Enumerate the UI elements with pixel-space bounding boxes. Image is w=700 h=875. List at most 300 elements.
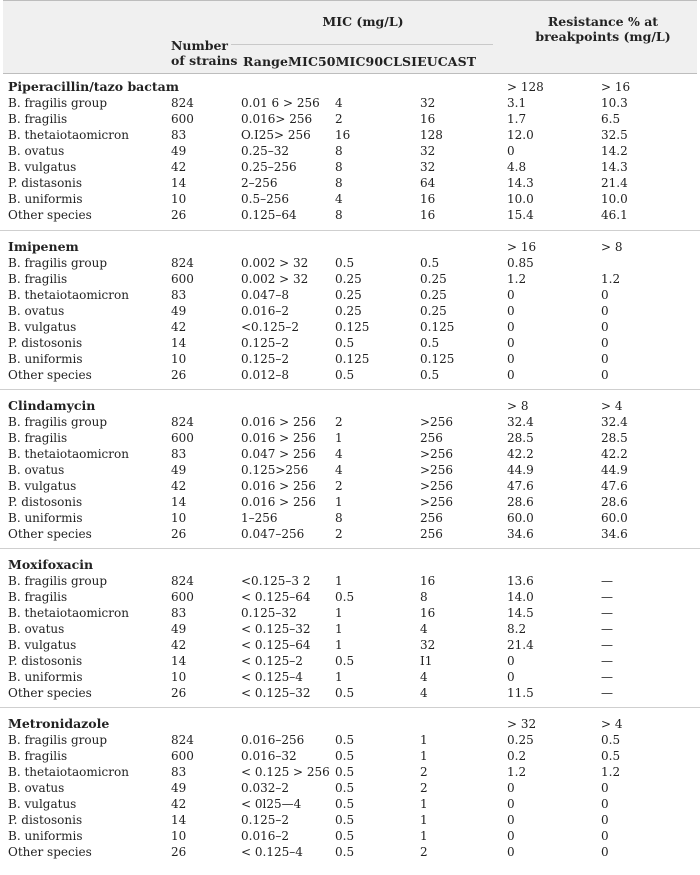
clsi-cell: 0: [507, 654, 515, 668]
mic90-cell: 4: [420, 622, 428, 636]
mic50-cell: 1: [335, 574, 343, 588]
mic50-cell: 8: [335, 160, 343, 174]
range-cell: <0.125–2: [241, 320, 300, 334]
mic90-cell: 256: [420, 511, 443, 525]
drug-section: [0, 230, 700, 381]
strains-cell: 14: [171, 654, 187, 668]
clsi-cell: 13.6: [507, 574, 534, 588]
mic90-cell: 32: [420, 638, 436, 652]
table-row: [0, 271, 700, 287]
mic50-cell: 0.125: [335, 320, 370, 334]
range-cell: 0.016 > 256: [241, 479, 316, 493]
mic50-cell: 1: [335, 638, 343, 652]
drug-name: Imipenem: [8, 239, 79, 254]
eucast-cell: 21.4: [601, 176, 628, 190]
mic90-cell: 1: [420, 797, 428, 811]
drug-name: Clindamycin: [8, 398, 96, 413]
eucast-cell: 0: [601, 797, 609, 811]
species-cell: B. ovatus: [8, 144, 65, 158]
table-row: [0, 255, 700, 271]
mic50-cell: 0.5: [335, 368, 355, 382]
species-cell: B. uniformis: [8, 670, 83, 684]
species-cell: B. vulgatus: [8, 320, 77, 334]
table-row: [0, 685, 700, 701]
mic90-cell: 0.25: [420, 304, 447, 318]
range-cell: 0.047–8: [241, 288, 289, 302]
table-row: [0, 446, 700, 462]
mic50-cell: 1: [335, 495, 343, 509]
clsi-cell: 0: [507, 288, 515, 302]
mic50-cell: 2: [335, 415, 343, 429]
eucast-cell: 46.1: [601, 208, 628, 222]
table-row: [0, 287, 700, 303]
eucast-cell: 0.5: [601, 733, 621, 747]
strains-cell: 600: [171, 590, 194, 604]
mic90-cell: 0.125: [420, 320, 455, 334]
species-cell: B. fragilis group: [8, 733, 107, 747]
eucast-breakpoint: > 8: [601, 240, 623, 254]
drug-section: [0, 707, 700, 858]
mic90-cell: >256: [420, 447, 453, 461]
strains-cell: 824: [171, 733, 194, 747]
clsi-cell: 1.2: [507, 272, 527, 286]
eucast-cell: 0: [601, 320, 609, 334]
mic90-cell: 0.125: [420, 352, 455, 366]
clsi-cell: 28.5: [507, 431, 534, 445]
drug-header-row: [0, 239, 700, 255]
species-cell: B. thetaiotaomicron: [8, 447, 129, 461]
mic50-cell: 0.5: [335, 654, 355, 668]
strains-cell: 49: [171, 622, 187, 636]
clsi-cell: 0: [507, 336, 515, 350]
strains-cell: 83: [171, 765, 187, 779]
clsi-cell: 12.0: [507, 128, 534, 142]
eucast-cell: 44.9: [601, 463, 628, 477]
species-cell: B. fragilis: [8, 431, 68, 445]
species-cell: P. distosonis: [8, 336, 83, 350]
mic90-cell: 1: [420, 749, 428, 763]
mic50-cell: 0.25: [335, 272, 362, 286]
range-cell: 2–256: [241, 176, 278, 190]
eucast-cell: 28.5: [601, 431, 628, 445]
range-cell: 0.016–2: [241, 829, 289, 843]
strains-cell: 10: [171, 352, 187, 366]
species-cell: B. thetaiotaomicron: [8, 765, 129, 779]
eucast-cell: —: [601, 574, 613, 588]
mic90-cell: 1: [420, 813, 428, 827]
strains-cell: 824: [171, 574, 194, 588]
mic90-cell: 1: [420, 733, 428, 747]
clsi-cell: 8.2: [507, 622, 527, 636]
range-cell: 0.125>256: [241, 463, 309, 477]
strains-cell: 42: [171, 638, 187, 652]
clsi-cell: 4.8: [507, 160, 527, 174]
mic90-cell: 0.5: [420, 368, 440, 382]
range-cell: 1–256: [241, 511, 278, 525]
drug-name: Moxifoxacin: [8, 557, 94, 572]
mic90-cell: 32: [420, 96, 436, 110]
mic90-cell: >256: [420, 463, 453, 477]
eucast-cell: —: [601, 670, 613, 684]
strains-cell: 600: [171, 112, 194, 126]
mic90-cell: 64: [420, 176, 436, 190]
table-row: [0, 653, 700, 669]
clsi-cell: 0: [507, 781, 515, 795]
range-cell: 0.125–2: [241, 813, 289, 827]
mic90-cell: 16: [420, 208, 436, 222]
clsi-cell: 3.1: [507, 96, 527, 110]
eucast-cell: 0: [601, 368, 609, 382]
table-row: [0, 478, 700, 494]
table-row: [0, 319, 700, 335]
mic90-cell: I1: [420, 654, 433, 668]
table-row: [0, 159, 700, 175]
clsi-cell: 0: [507, 797, 515, 811]
species-cell: B. uniformis: [8, 192, 83, 206]
species-cell: P. distasonis: [8, 176, 83, 190]
eucast-cell: —: [601, 638, 613, 652]
range-cell: 0.016–2: [241, 304, 289, 318]
species-cell: Other species: [8, 845, 92, 859]
clsi-cell: 14.3: [507, 176, 534, 190]
mic50-cell: 8: [335, 144, 343, 158]
mic50-cell: 0.5: [335, 336, 355, 350]
eucast-cell: 0: [601, 352, 609, 366]
strains-cell: 26: [171, 208, 187, 222]
clsi-cell: 32.4: [507, 415, 534, 429]
strains-cell: 26: [171, 845, 187, 859]
strains-cell: 600: [171, 431, 194, 445]
range-cell: 0.016 > 256: [241, 431, 316, 445]
range-cell: < 0.125–64: [241, 590, 311, 604]
mic50-cell: 4: [335, 96, 343, 110]
table-row: [0, 111, 700, 127]
range-cell: 0.5–256: [241, 192, 289, 206]
table-row: [0, 573, 700, 589]
strains-cell: 49: [171, 304, 187, 318]
mic50-cell: 4: [335, 447, 343, 461]
eucast-breakpoint: > 4: [601, 717, 623, 731]
drug-section: [0, 79, 700, 229]
table-row: [0, 669, 700, 685]
eucast-cell: 0: [601, 288, 609, 302]
clsi-cell: 0: [507, 813, 515, 827]
clsi-cell: 0.2: [507, 749, 527, 763]
mic-header-rule: [231, 44, 493, 45]
species-cell: B. thetaiotaomicron: [8, 606, 129, 620]
table-row: [0, 828, 700, 844]
table-row: [0, 510, 700, 526]
mic50-cell: 1: [335, 606, 343, 620]
mic90-cell: 16: [420, 112, 436, 126]
species-cell: B. fragilis: [8, 272, 68, 286]
mic90-cell: >256: [420, 479, 453, 493]
clsi-cell: 0: [507, 829, 515, 843]
strains-cell: 42: [171, 797, 187, 811]
eucast-cell: 0: [601, 845, 609, 859]
range-cell: 0.016 > 256: [241, 495, 316, 509]
clsi-breakpoint: > 32: [507, 717, 537, 731]
eucast-cell: —: [601, 606, 613, 620]
table-row: [0, 430, 700, 446]
clsi-cell: 0: [507, 845, 515, 859]
range-cell: 0.125–2: [241, 336, 289, 350]
range-cell: 0.016 > 256: [241, 415, 316, 429]
eucast-cell: —: [601, 654, 613, 668]
species-cell: Other species: [8, 208, 92, 222]
clsi-cell: 1.7: [507, 112, 527, 126]
table-row: [0, 207, 700, 223]
strains-cell: 42: [171, 479, 187, 493]
eucast-cell: —: [601, 622, 613, 636]
mic50-cell: 8: [335, 176, 343, 190]
mic50-cell: 0.5: [335, 765, 355, 779]
eucast-cell: 32.4: [601, 415, 628, 429]
strains-cell: 26: [171, 686, 187, 700]
clsi-cell: 28.6: [507, 495, 534, 509]
table-row: [0, 748, 700, 764]
eucast-cell: 0: [601, 813, 609, 827]
strains-cell: 10: [171, 670, 187, 684]
strains-cell: 600: [171, 272, 194, 286]
mic50-cell: 4: [335, 192, 343, 206]
clsi-cell: 10.0: [507, 192, 534, 206]
species-cell: P. distosonis: [8, 654, 83, 668]
mic50-cell: 2: [335, 527, 343, 541]
table-row: [0, 175, 700, 191]
table-row: [0, 526, 700, 542]
mic50-cell: 1: [335, 431, 343, 445]
species-cell: B. vulgatus: [8, 479, 77, 493]
mic90-cell: 0.25: [420, 272, 447, 286]
mic50-cell: 1: [335, 670, 343, 684]
mic90-cell: 2: [420, 781, 428, 795]
range-cell: 0.047 > 256: [241, 447, 316, 461]
species-cell: B. ovatus: [8, 463, 65, 477]
eucast-cell: 10.3: [601, 96, 628, 110]
mic50-cell: 0.5: [335, 845, 355, 859]
eucast-cell: 1.2: [601, 272, 621, 286]
strains-cell: 10: [171, 192, 187, 206]
eucast-cell: 28.6: [601, 495, 628, 509]
eucast-cell: 0.5: [601, 749, 621, 763]
mic90-cell: 1: [420, 829, 428, 843]
strains-cell: 824: [171, 256, 194, 270]
strains-cell: 42: [171, 160, 187, 174]
mic90-cell: 16: [420, 192, 436, 206]
mic90-cell: 32: [420, 144, 436, 158]
clsi-breakpoint: > 16: [507, 240, 537, 254]
table-row: [0, 589, 700, 605]
table-row: [0, 796, 700, 812]
species-cell: B. fragilis: [8, 749, 68, 763]
clsi-breakpoint: > 8: [507, 399, 529, 413]
strains-cell: 83: [171, 606, 187, 620]
strains-cell: 49: [171, 144, 187, 158]
table-row: [0, 605, 700, 621]
drug-header-row: [0, 398, 700, 414]
eucast-cell: 0: [601, 304, 609, 318]
eucast-cell: 42.2: [601, 447, 628, 461]
strains-cell: 10: [171, 829, 187, 843]
mic90-cell: 2: [420, 765, 428, 779]
table-row: [0, 844, 700, 860]
range-cell: 0.125–2: [241, 352, 289, 366]
species-cell: B. fragilis group: [8, 415, 107, 429]
mic90-cell: >256: [420, 415, 453, 429]
strains-cell: 42: [171, 320, 187, 334]
strains-cell: 49: [171, 463, 187, 477]
eucast-cell: 32.5: [601, 128, 628, 142]
species-cell: B. uniformis: [8, 511, 83, 525]
table-row: [0, 494, 700, 510]
drug-header-row: [0, 557, 700, 573]
clsi-cell: 0: [507, 368, 515, 382]
eucast-cell: 0: [601, 829, 609, 843]
clsi-cell: 1.2: [507, 765, 527, 779]
table-row: [0, 303, 700, 319]
species-cell: Other species: [8, 686, 92, 700]
clsi-cell: 0.25: [507, 733, 534, 747]
eucast-cell: 34.6: [601, 527, 628, 541]
eucast-cell: 6.5: [601, 112, 621, 126]
mic90-cell: 256: [420, 527, 443, 541]
drug-name: Metronidazole: [8, 716, 110, 731]
range-cell: < 0.125–32: [241, 622, 311, 636]
range-cell: < 0.125–32: [241, 686, 311, 700]
mic90-cell: 4: [420, 686, 428, 700]
mic90-cell: 16: [420, 574, 436, 588]
eucast-breakpoint: > 16: [601, 80, 631, 94]
clsi-cell: 21.4: [507, 638, 534, 652]
mic50-cell: 0.5: [335, 686, 355, 700]
table-row: [0, 191, 700, 207]
eucast-cell: 60.0: [601, 511, 628, 525]
clsi-cell: 34.6: [507, 527, 534, 541]
mic90-cell: 32: [420, 160, 436, 174]
table-header: [3, 0, 697, 74]
range-cell: < 0.125–4: [241, 845, 303, 859]
range-cell: 0.25–256: [241, 160, 297, 174]
table-row: [0, 780, 700, 796]
drug-section: [0, 389, 700, 540]
eucast-cell: 0: [601, 781, 609, 795]
eucast-breakpoint: > 4: [601, 399, 623, 413]
table-row: [0, 351, 700, 367]
mic50-cell: 0.5: [335, 829, 355, 843]
species-cell: B. thetaiotaomicron: [8, 128, 129, 142]
drug-header-row: [0, 716, 700, 732]
strains-cell: 824: [171, 415, 194, 429]
mic90-cell: 4: [420, 670, 428, 684]
mic90-cell: 0.25: [420, 288, 447, 302]
strains-cell: 49: [171, 781, 187, 795]
clsi-cell: 42.2: [507, 447, 534, 461]
mic50-cell: 4: [335, 463, 343, 477]
mic90-cell: 128: [420, 128, 443, 142]
clsi-cell: 15.4: [507, 208, 534, 222]
species-cell: B. uniformis: [8, 829, 83, 843]
mic50-cell: 1: [335, 622, 343, 636]
range-cell: 0.25–32: [241, 144, 289, 158]
eucast-cell: 14.2: [601, 144, 628, 158]
range-cell: < 0.125–2: [241, 654, 303, 668]
eucast-cell: 1.2: [601, 765, 621, 779]
clsi-cell: 47.6: [507, 479, 534, 493]
table-row: [0, 367, 700, 383]
strains-cell: 14: [171, 495, 187, 509]
mic-subheaders: RangeMIC50MIC90CLSIEUCAST: [243, 54, 477, 69]
resistance-column-title: Resistance % at breakpoints (mg/L): [535, 14, 671, 44]
mic50-cell: 2: [335, 479, 343, 493]
range-cell: 0.01 6 > 256: [241, 96, 320, 110]
mic50-cell: 0.5: [335, 590, 355, 604]
species-cell: P. distosonis: [8, 495, 83, 509]
range-cell: < 0.125–4: [241, 670, 303, 684]
mic50-cell: 8: [335, 208, 343, 222]
mic50-cell: 0.5: [335, 813, 355, 827]
mic90-cell: 8: [420, 590, 428, 604]
clsi-cell: 0: [507, 304, 515, 318]
table-row: [0, 637, 700, 653]
range-cell: < 0l25—4: [241, 797, 302, 811]
table-row: [0, 95, 700, 111]
species-cell: B. thetaiotaomicron: [8, 288, 129, 302]
clsi-cell: 0: [507, 352, 515, 366]
table-row: [0, 414, 700, 430]
mic90-cell: 256: [420, 431, 443, 445]
range-cell: 0.002 > 32: [241, 272, 309, 286]
eucast-cell: 14.3: [601, 160, 628, 174]
table-row: [0, 732, 700, 748]
range-cell: 0.016–256: [241, 733, 305, 747]
strains-cell: 14: [171, 813, 187, 827]
strains-cell: 26: [171, 368, 187, 382]
range-cell: < 0.125–64: [241, 638, 311, 652]
strains-cell: 83: [171, 288, 187, 302]
strains-cell: 14: [171, 176, 187, 190]
table-row: [0, 143, 700, 159]
mic50-cell: 0.5: [335, 781, 355, 795]
range-cell: O.I25> 256: [241, 128, 311, 142]
mic90-cell: 0.5: [420, 256, 440, 270]
clsi-cell: 14.0: [507, 590, 534, 604]
mic-column-title: MIC (mg/L): [322, 14, 404, 29]
mic50-cell: 2: [335, 112, 343, 126]
range-cell: 0.047–256: [241, 527, 305, 541]
strains-cell: 10: [171, 511, 187, 525]
clsi-cell: 11.5: [507, 686, 534, 700]
species-cell: B. fragilis group: [8, 96, 107, 110]
clsi-cell: 60.0: [507, 511, 534, 525]
drug-section: [0, 548, 700, 699]
clsi-cell: 44.9: [507, 463, 534, 477]
species-cell: B. uniformis: [8, 352, 83, 366]
mic50-cell: 16: [335, 128, 351, 142]
species-cell: B. ovatus: [8, 622, 65, 636]
range-cell: 0.016–32: [241, 749, 297, 763]
species-cell: Other species: [8, 527, 92, 541]
range-cell: <0.125–3 2: [241, 574, 311, 588]
species-cell: B. vulgatus: [8, 638, 77, 652]
strains-cell: 824: [171, 96, 194, 110]
table-row: [0, 812, 700, 828]
mic90-cell: 0.5: [420, 336, 440, 350]
mic50-cell: 0.5: [335, 733, 355, 747]
mic90-cell: 16: [420, 606, 436, 620]
mic50-cell: 0.5: [335, 256, 355, 270]
clsi-breakpoint: > 128: [507, 80, 544, 94]
